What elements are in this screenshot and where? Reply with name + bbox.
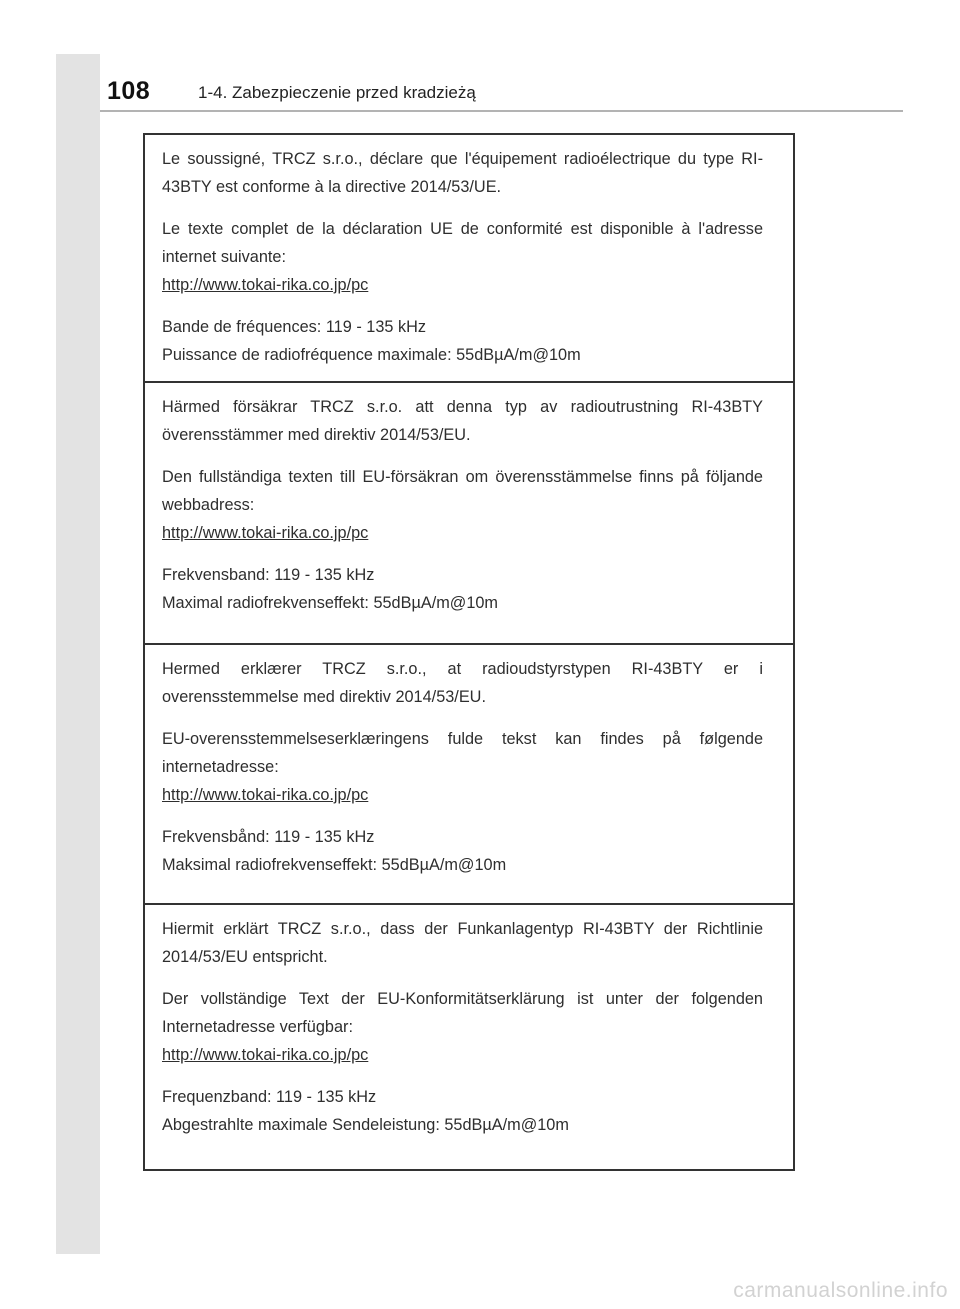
page-number: 108 (107, 77, 151, 105)
frequency-band: Frekvensbånd: 119 - 135 kHz (162, 828, 375, 846)
header-divider (100, 110, 903, 112)
max-power: Maximal radiofrekvenseffekt: 55dBµA/m@10m (162, 594, 498, 612)
declaration-availability: Den fullständiga texten till EU-försäkran om överensstämmelse finns på följande webbadress: (162, 468, 763, 514)
declaration-swedish (145, 383, 793, 645)
max-power: Puissance de radiofréquence maximale: 55dBµA/m@10m (162, 346, 581, 364)
declaration-url-link[interactable]: http://www.tokai-rika.co.jp/pc (162, 1046, 369, 1064)
frequency-band: Frekvensband: 119 - 135 kHz (162, 566, 375, 584)
declaration-availability: Le texte complet de la déclaration UE de conformité est disponible à l'adresse internet suivante: (162, 220, 763, 266)
declaration-url-link[interactable]: http://www.tokai-rika.co.jp/pc (162, 524, 369, 542)
page-margin-band (56, 54, 100, 1254)
frequency-band: Bande de fréquences: 119 - 135 kHz (162, 318, 426, 336)
declarations-table (143, 133, 795, 1171)
frequency-band: Frequenzband: 119 - 135 kHz (162, 1088, 377, 1106)
max-power: Abgestrahlte maximale Sendeleistung: 55dBµA/m@10m (162, 1116, 569, 1134)
declaration-url-link[interactable]: http://www.tokai-rika.co.jp/pc (162, 276, 369, 294)
declaration-url-link[interactable]: http://www.tokai-rika.co.jp/pc (162, 786, 369, 804)
declaration-statement: Hermed erklærer TRCZ s.r.o., at radioudstyrstypen RI-43BTY er i overensstemmelse med direktiv 2014/53/EU. (162, 660, 763, 706)
declaration-danish (145, 645, 793, 905)
declaration-french (145, 135, 793, 383)
declaration-statement: Härmed försäkrar TRCZ s.r.o. att denna typ av radioutrustning RI-43BTY överensstämmer med direktiv 2014/53/EU. (162, 398, 763, 444)
declaration-statement: Le soussigné, TRCZ s.r.o., déclare que l'équipement radioélectrique du type RI-43BTY est conforme à la directive 2014/53/UE. (162, 150, 763, 196)
declaration-statement: Hiermit erklärt TRCZ s.r.o., dass der Funkanlagentyp RI-43BTY der Richtlinie 2014/53/EU entspricht. (162, 920, 763, 966)
declaration-availability: Der vollständige Text der EU-Konformitätserklärung ist unter der folgenden Internetadresse verfügbar: (162, 990, 763, 1036)
declaration-availability: EU-overensstemmelseserklæringens fulde tekst kan findes på følgende internetadresse: (162, 730, 763, 776)
max-power: Maksimal radiofrekvenseffekt: 55dBµA/m@10m (162, 856, 507, 874)
section-title: 1-4. Zabezpieczenie przed kradzieżą (198, 83, 476, 102)
declaration-german (145, 905, 793, 1169)
watermark: carmanualsonline.info (733, 1279, 948, 1302)
